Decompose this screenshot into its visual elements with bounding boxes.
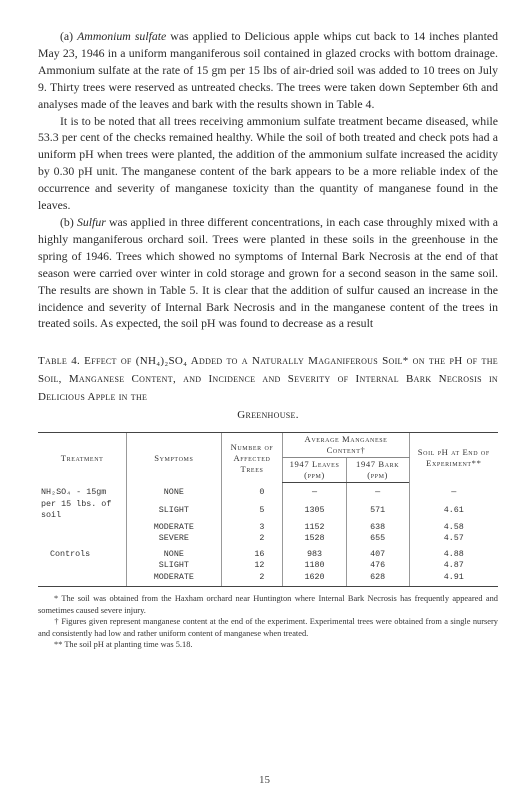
table-row	[38, 572, 498, 587]
emphasis-sulfur: Sulfur	[76, 214, 106, 229]
cell-bark: 638	[346, 522, 409, 534]
cell-leaves: 1620	[283, 572, 346, 587]
cell-treatment: NH₂SO₄ - 15gm	[41, 487, 107, 498]
table-4	[38, 432, 498, 587]
col-header-number: Number of Affected Trees	[221, 433, 283, 483]
cell-number: 3	[221, 522, 283, 534]
cell-symptoms: SEVERE	[127, 533, 221, 545]
cell-ph: 4.91	[409, 572, 498, 587]
cell-symptoms: NONE	[127, 545, 221, 561]
table-row	[38, 533, 498, 545]
table-caption-main: Table 4. Effect of (NH₄)₂SO₄ Added to a Naturally Maganiferous Soil* on the pH of the Soil, Manganese Content, and Incidence and Severity of Internal Bark Necrosis in Delicious Apple in the	[38, 355, 498, 404]
paragraph-b: (b) Sulfur was applied in three different concentrations, in each case throughly mixed with a highly manganiferous orchard soil. Trees were planted in these soils in the greenhouse in the spring of 1946. Trees which showed no symptoms of Internal Bark Necrosis at the end of that season were carried over winter in cold storage and grown for a second season in the same soil. The results are shown in Table 5. It is clear that the addition of sulfur caused an increase in the incidence and severity of Internal Bark Necrosis and in the manganese content of the trees in treated soils. As expected, the soil pH was found to decrease as a result	[38, 214, 498, 331]
table-caption-end: Greenhouse.	[237, 409, 299, 422]
cell-leaves: 1152	[283, 522, 346, 534]
paragraph-note: It is to be noted that all trees receiving ammonium sulfate treatment became diseased, while 53.3 per cent of the checks remained healthy. While the soil of both treated and check pots had a uniform pH when trees were planted, the addition of the ammonium sulfate increased the acidity by 0.30 pH unit. The manganese content of the bark appears to be a more reliable index of the occurrence and severity of manganese toxicity than the quantity of manganese found in the leaves.	[38, 113, 498, 213]
cell-treatment	[38, 560, 127, 572]
cell-symptoms: MODERATE	[127, 522, 221, 534]
cell-bark: 655	[346, 533, 409, 545]
cell-ph: 4.88	[409, 545, 498, 561]
col-header-bark: 1947 Bark (ppm)	[346, 458, 409, 483]
cell-leaves: 983	[283, 545, 346, 561]
emphasis-ammonium-sulfate: Ammonium sulfate	[77, 29, 167, 43]
footnote-manganese: † Figures given represent manganese content at the end of the experiment. Experimental trees were obtained from a single nursery and consistently had low and rather uniform content of manganese when treated.	[38, 617, 498, 638]
cell-bark: 571	[346, 499, 409, 522]
cell-treatment	[38, 572, 127, 587]
cell-number: 5	[221, 499, 283, 522]
table-footnotes	[38, 593, 498, 650]
cell-leaves: —	[283, 483, 346, 499]
col-header-symptoms: Symptoms	[127, 433, 221, 483]
cell-number: 16	[221, 545, 283, 561]
cell-number: 2	[221, 533, 283, 545]
cell-bark: 476	[346, 560, 409, 572]
table-row	[38, 522, 498, 534]
cell-bark: 407	[346, 545, 409, 561]
cell-bark: —	[346, 483, 409, 499]
cell-ph: 4.87	[409, 560, 498, 572]
cell-treatment: Controls	[50, 548, 91, 559]
col-header-avg-manganese: Average Manganese Content†	[283, 433, 409, 458]
cell-leaves: 1180	[283, 560, 346, 572]
cell-leaves: 1528	[283, 533, 346, 545]
cell-treatment: per 15 lbs. of soil	[41, 498, 112, 521]
cell-ph: —	[409, 483, 498, 499]
cell-number: 0	[221, 483, 283, 499]
cell-symptoms: NONE	[127, 483, 221, 499]
cell-bark: 628	[346, 572, 409, 587]
cell-ph: 4.57	[409, 533, 498, 545]
page-number: 15	[259, 774, 270, 786]
table-row	[38, 499, 498, 522]
paragraph-a: (a) Ammonium sulfate was applied to Delicious apple whips cut back to 14 inches planted May 23, 1946 in a uniform manganiferous soil contained in glazed crocks with bottom drainage. Ammonium sulfate at the rate of 15 gm per 15 lbs of air-dried soil was added to 10 trees on July 9. Thirty trees were reserved as untreated checks. The trees were taken down September 6th and analyses made of the leaves and bark with the results shown in Table 4.	[38, 29, 498, 111]
col-header-soil-ph: Soil pH at End of Experiment**	[409, 433, 498, 483]
cell-symptoms: MODERATE	[127, 572, 221, 587]
col-header-leaves: 1947 Leaves (ppm)	[283, 458, 346, 483]
col-header-treatment: Treatment	[38, 433, 127, 483]
cell-treatment	[38, 522, 127, 534]
table-row	[38, 545, 498, 561]
cell-ph: 4.61	[409, 499, 498, 522]
cell-symptoms: SLIGHT	[127, 560, 221, 572]
table-caption	[38, 352, 498, 424]
cell-number: 2	[221, 572, 283, 587]
cell-symptoms: SLIGHT	[127, 499, 221, 522]
cell-ph: 4.58	[409, 522, 498, 534]
cell-leaves: 1305	[283, 499, 346, 522]
page-body	[38, 28, 498, 650]
table-row	[38, 483, 498, 499]
table-row	[38, 560, 498, 572]
footnote-soil: * The soil was obtained from the Haxham orchard near Huntington where Internal Bark Necrosis has frequently appeared and sometimes caused severe injury.	[38, 594, 498, 615]
footnote-ph: ** The soil pH at planting time was 5.18.	[54, 639, 193, 649]
cell-number: 12	[221, 560, 283, 572]
cell-treatment	[38, 533, 127, 545]
